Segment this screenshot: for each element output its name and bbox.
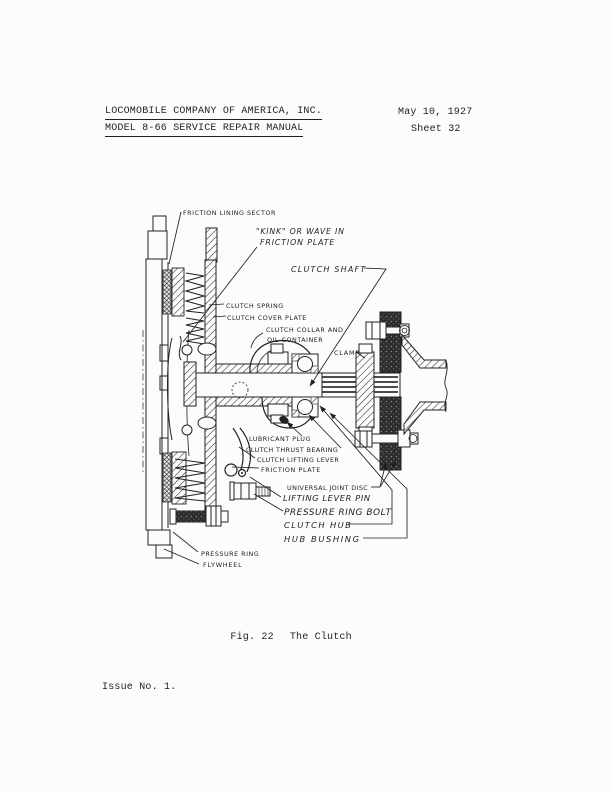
manual-title: MODEL 8-66 SERVICE REPAIR MANUAL xyxy=(105,123,303,137)
label-clamp: CLAMP xyxy=(334,349,360,357)
label-friction-plate: FRICTION PLATE xyxy=(261,466,321,474)
issue-number: Issue No. 1. xyxy=(102,682,177,693)
figure-title: The Clutch xyxy=(289,632,352,643)
pressure-ring-bolt-drawing xyxy=(230,482,270,500)
label-clutch-lifting-lever: CLUTCH LIFTING LEVER xyxy=(257,456,340,464)
label-clutch-collar-line1: CLUTCH COLLAR AND xyxy=(266,326,344,334)
flywheel-drawing xyxy=(143,216,189,558)
company-name: LOCOMOBILE COMPANY OF AMERICA, INC. xyxy=(105,106,322,120)
label-clutch-shaft: CLUTCH SHAFT xyxy=(291,265,367,274)
label-pressure-ring: PRESSURE RING xyxy=(201,550,260,558)
label-flywheel: FLYWHEEL xyxy=(203,561,243,569)
flywheel-bolt-drawing xyxy=(170,506,228,526)
housing-drawing xyxy=(402,335,447,434)
label-kink-line2: FRICTION PLATE xyxy=(260,238,336,247)
label-clutch-hub: CLUTCH HUB xyxy=(284,520,353,530)
label-pressure-ring-bolt: PRESSURE RING BOLT xyxy=(284,508,392,518)
label-kink-line1: "KINK" OR WAVE IN xyxy=(256,227,345,236)
label-clutch-thrust-bearing: CLUTCH THRUST BEARING xyxy=(246,446,339,454)
figure-number: Fig. 22 xyxy=(230,632,274,643)
label-hub-bushing: HUB BUSHING xyxy=(284,534,361,544)
label-lifting-lever-pin: LIFTING LEVER PIN xyxy=(283,493,371,503)
date: May 10, 1927 xyxy=(398,107,473,118)
label-friction-lining-sector: FRICTION LINING SECTOR xyxy=(183,209,276,217)
label-clutch-collar-line2: OIL CONTAINER xyxy=(267,336,324,344)
label-universal-joint-disc: UNIVERSAL JOINT DISC xyxy=(287,484,369,492)
label-clutch-spring: CLUTCH SPRING xyxy=(226,302,284,310)
label-clutch-cover-plate: CLUTCH COVER PLATE xyxy=(227,314,307,322)
sheet-number: Sheet 32 xyxy=(411,124,461,135)
label-lubricant-plug: LUBRICANT PLUG xyxy=(249,435,311,443)
